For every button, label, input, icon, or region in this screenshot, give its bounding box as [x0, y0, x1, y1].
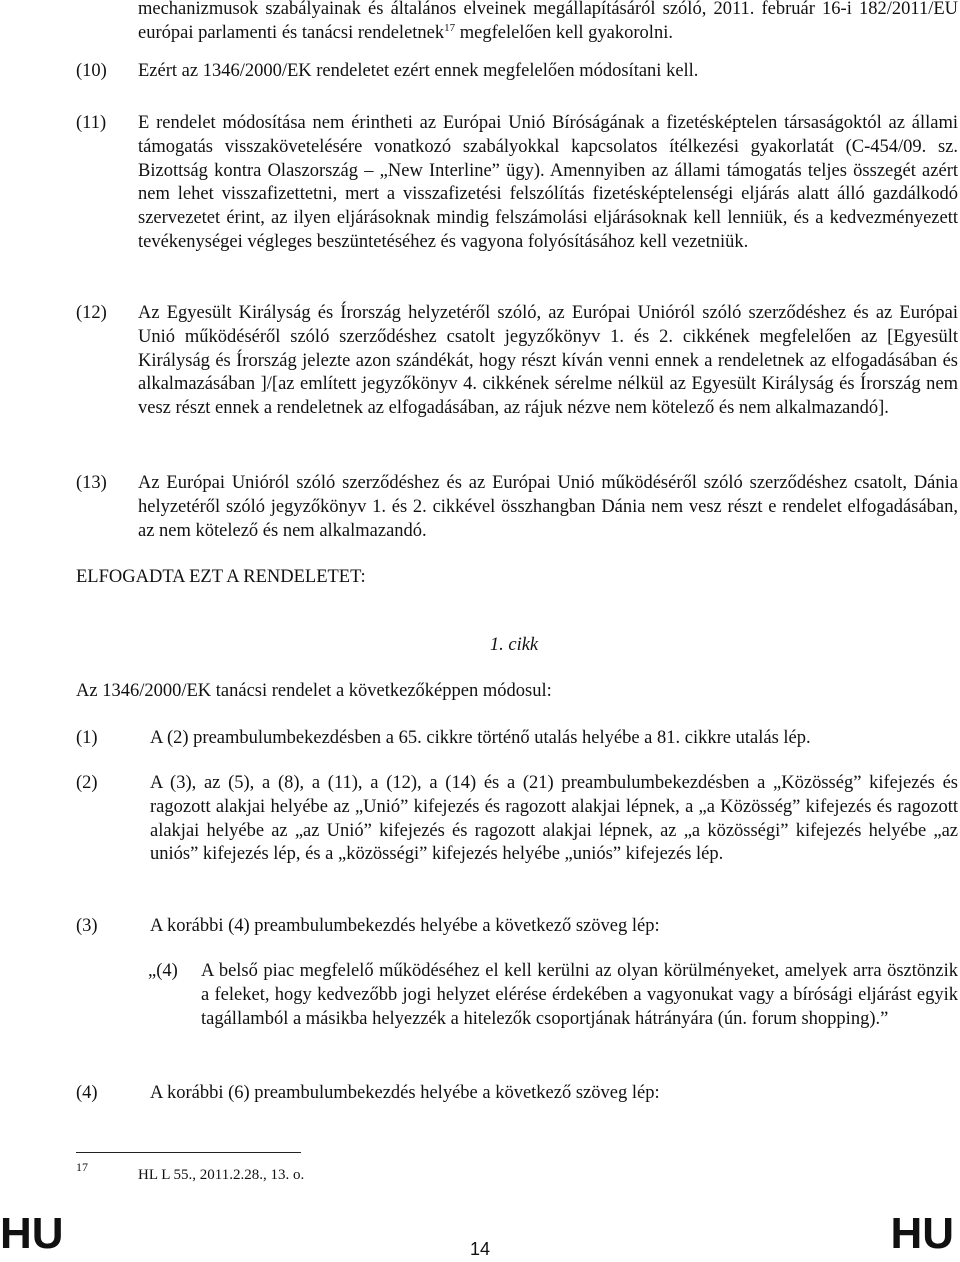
point-number: (2): [76, 773, 98, 793]
recital-10: [76, 60, 958, 84]
point-number: (1): [76, 728, 98, 748]
point-text: A korábbi (6) preambulumbekezdés helyébe a következő szöveg lép:: [150, 1083, 660, 1103]
point-text: A (3), az (5), a (8), a (11), a (12), a (14) és a (21) preambulumbekezdésben a „Közösség” kifejezés és ragozott alakjai helyébe az „Unió” kifejezés és ragozott alakjai lépnek, a „a Közösség” kifejezés és ragozott alakjai helyébe az „az Unió” kifejezés és ragozott alakjai lépnek, az „a közösségi” kifejezés helyébe „az uniós” kifejezés lép, és a „közösségi” kifejezés helyébe „uniós” kifejezés lép.: [150, 773, 958, 865]
language-code-right: HU: [890, 1209, 954, 1258]
amendment-point-3: [76, 915, 958, 939]
recital-text: Az Európai Unióról szóló szerződéshez és az Európai Unió működéséről szóló szerződéshez csatolt, Dánia helyzetéről szóló jegyzőkönyv 1. és 2. cikkével összhangban Dánia nem vesz részt e rendelet elfogadásában, az nem kötelező és nem alkalmazandó.: [138, 473, 958, 541]
quoted-recital: [148, 960, 958, 1031]
quoted-recital-text: A belső piac megfelelő működéséhez el kell kerülni az olyan körülményeket, amelyek arra ösztönzik a feleket, hogy kedvezőbb jogi helyzet elérése érdekében a vagyonukat vagy a bírósági eljárást egyik tagállamból a másikba helyezzék a hitelezők csoportjának hátrányára (ún. forum shopping).”: [201, 961, 958, 1029]
page-number: 14: [469, 1239, 491, 1259]
recital-number: (10): [76, 61, 107, 81]
recital-11: [76, 112, 958, 255]
point-number: (3): [76, 916, 98, 936]
recital-number: (12): [76, 303, 107, 323]
recital-13: [76, 472, 958, 543]
continuation-text-end: megfelelően kell gyakorolni.: [455, 22, 673, 43]
recital-number: (11): [76, 113, 107, 133]
point-text: A (2) preambulumbekezdésben a 65. cikkre történő utalás helyébe a 81. cikkre utalás lép.: [150, 728, 811, 748]
point-text: A korábbi (4) preambulumbekezdés helyébe a következő szöveg lép:: [150, 916, 660, 936]
footnote-text: HL L 55., 2011.2.28., 13. o.: [138, 1167, 305, 1183]
recital-12: [76, 302, 958, 421]
recital-number: (13): [76, 473, 107, 493]
article-intro: Az 1346/2000/EK tanácsi rendelet a következőképpen módosul:: [76, 681, 552, 701]
article-title: 1. cikk: [489, 635, 539, 655]
recital-text: Az Egyesült Királyság és Írország helyzetéről szóló, az Európai Unióról szóló szerződéshez és az Európai Unió működéséről szóló szerződéshez csatolt jegyzőkönyv 1. és 2. cikkének megfelelően az [Egyesült Királyság és Írország jelezte azon szándékát, hogy részt kíván venni ennek a rendeletnek az elfogadásában és alkalmazásában ]/[az említett jegyzőkönyv 4. cikkének sérelme nélkül az Egyesült Királyság és Írország nem vesz részt ennek a rendeletnek az elfogadásában, az rájuk nézve nem kötelező és nem alkalmazandó].: [138, 303, 958, 419]
language-code-left: HU: [0, 1209, 64, 1258]
footnote-separator: [76, 1152, 301, 1153]
footnote-mark: 17: [76, 1160, 88, 1174]
continuation-text: mechanizmusok szabályainak és általános elveinek megállapításáról szóló, 2011. február 16-i 182/2011/EU európai parlamenti és tanácsi rendeletnek: [138, 0, 958, 43]
recital-text: Ezért az 1346/2000/EK rendeletet ezért ennek megfelelően módosítani kell.: [138, 61, 699, 81]
point-number: (4): [76, 1083, 98, 1103]
amendment-point-4: [76, 1082, 958, 1106]
amendment-point-1: [76, 727, 958, 751]
quoted-recital-number: „(4): [148, 961, 178, 981]
amendment-point-2: [76, 772, 958, 867]
enacting-formula: ELFOGADTA EZT A RENDELETET:: [76, 567, 366, 587]
footnote-reference: 17: [444, 21, 456, 34]
recital-text: E rendelet módosítása nem érintheti az Európai Unió Bíróságának a fizetésképtelen társaságoktól az állami támogatás visszakövetelésére vonatkozó szabályokkal kapcsolatos ítélkezési gyakorlatát (C-454/09. sz. Bizottság kontra Olaszország – „New Interline” ügy). Amennyiben az állami támogatás teljes összegét azért nem lehet visszafizettetni, mert a visszafizetési felszólítás fizetésképtelenségi eljárás alatt álló gazdálkodó szervezetet érint, az ilyen eljárásoknak mindig felszámolási eljárásoknak kell lenniük, és a kedvezményezett tevékenységei végleges beszüntetéséhez és vagyona folyósításához kell vezetniük.: [138, 113, 958, 252]
continuation-paragraph: [138, 0, 958, 46]
